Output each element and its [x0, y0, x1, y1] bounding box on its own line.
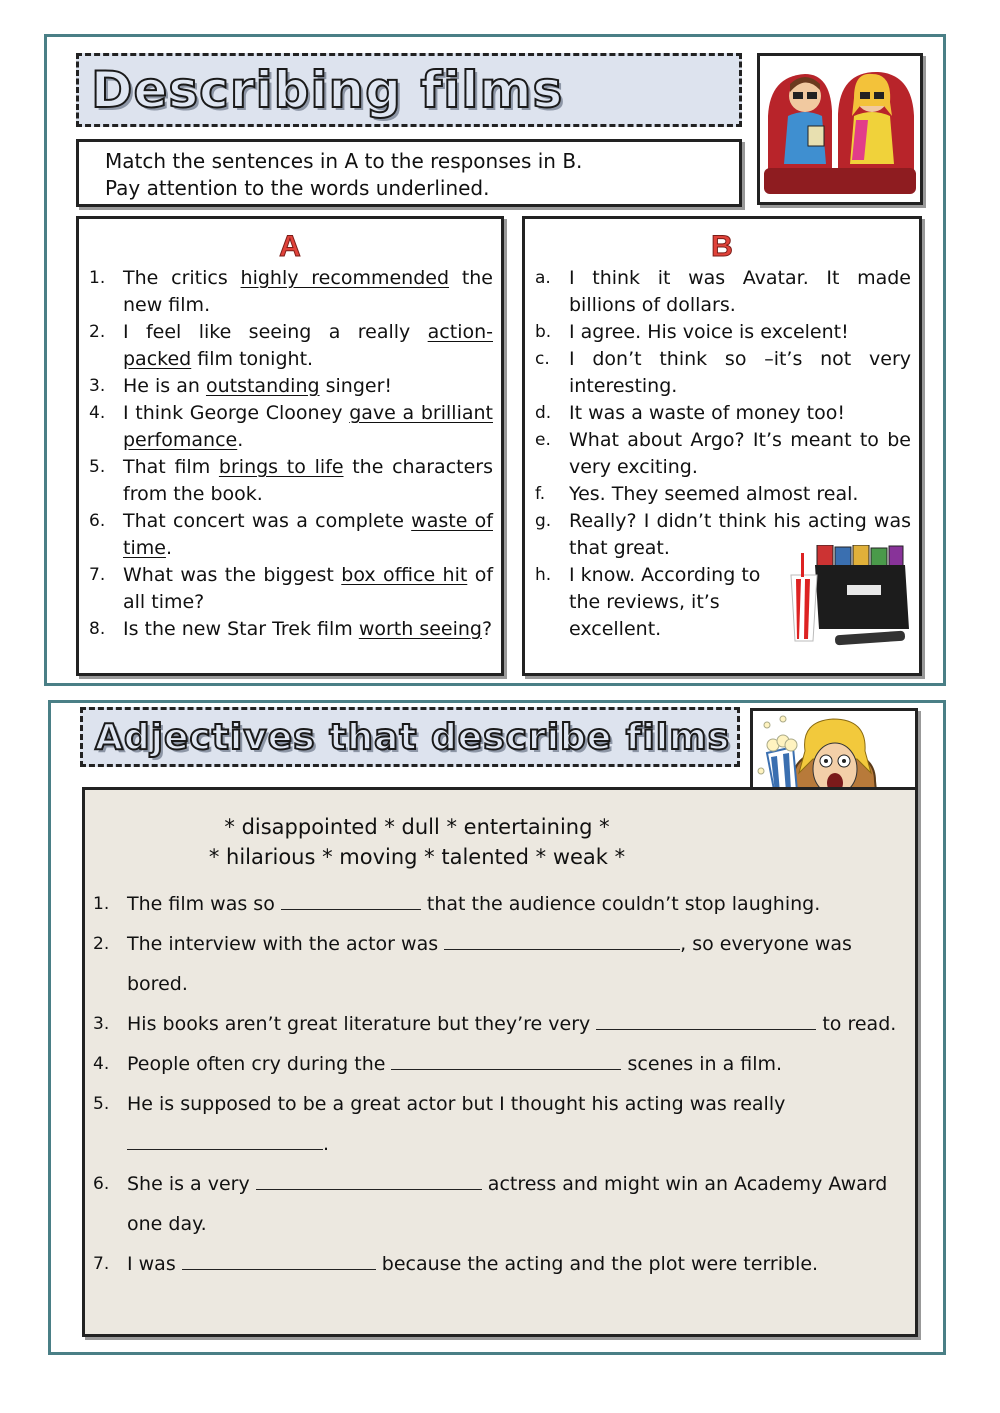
item-text: It was a waste of money too! [569, 402, 845, 424]
item-number: 7. [89, 565, 106, 585]
list-item [535, 346, 911, 400]
gap-item [93, 1084, 905, 1164]
item-text-part: . [237, 429, 244, 451]
item-text [127, 1084, 905, 1164]
item-number: 4. [89, 403, 106, 423]
list-item [535, 265, 911, 319]
movie-night-illustration [787, 545, 919, 653]
underlined-phrase: brings to life [218, 456, 344, 478]
item-text-part: , so everyone was bored. [127, 933, 852, 995]
list-item [89, 454, 493, 508]
item-letter: e. [535, 430, 551, 450]
item-text [127, 1164, 905, 1244]
item-text: I know. According to the reviews, it’s excellent. [569, 564, 761, 640]
item-text-part: I think George Clooney [123, 402, 350, 424]
item-text-part: . [323, 1133, 330, 1155]
gap-item [93, 1164, 905, 1244]
item-text [123, 562, 493, 616]
answer-blank[interactable] [596, 1008, 816, 1030]
gap-item [93, 1244, 905, 1284]
item-letter: c. [535, 349, 550, 369]
item-text: Yes. They seemed almost real. [569, 483, 859, 505]
cinema-couple-icon [760, 56, 920, 202]
column-a-list [79, 265, 501, 643]
gap-item [93, 924, 905, 1004]
item-text-part: ? [481, 618, 493, 640]
item-text-part: that the audience couldn’t stop laughing. [420, 893, 821, 915]
item-number: 1. [89, 268, 106, 288]
item-text [127, 1244, 905, 1284]
item-text-part: of all time? [123, 564, 494, 613]
list-item [89, 562, 493, 616]
item-text-part: That concert was a complete [123, 510, 412, 532]
item-number: 7. [93, 1254, 110, 1274]
item-letter: g. [535, 511, 552, 531]
item-text-part: What was the biggest [123, 564, 342, 586]
item-text [123, 319, 493, 373]
underlined-phrase: gave a brilliant perfomance [123, 402, 493, 451]
item-text-part: That film [123, 456, 219, 478]
word-bank [85, 812, 749, 872]
list-item [89, 508, 493, 562]
item-text: Really? I didn’t think his acting was that great. [569, 510, 911, 559]
column-b-box [522, 216, 922, 676]
item-text [127, 924, 905, 1004]
item-text [127, 884, 905, 924]
item-number: 6. [89, 511, 106, 531]
word-bank-line: * disappointed * dull * entertaining * [224, 815, 610, 839]
list-item [89, 373, 493, 400]
section-title: Describing films [91, 61, 564, 119]
item-text-part: . [165, 537, 172, 559]
item-text-part: the new film. [123, 267, 493, 316]
item-text [123, 616, 493, 643]
item-text-part: to read. [816, 1013, 897, 1035]
list-item [535, 481, 911, 508]
item-text-part: His books aren’t great literature but they’re very [127, 1013, 597, 1035]
item-text [123, 508, 493, 562]
item-text [123, 454, 493, 508]
item-text-part: I feel like seeing a really [123, 321, 428, 343]
underlined-phrase: outstanding [205, 375, 320, 397]
list-item [535, 562, 775, 643]
instruction-line: Match the sentences in A to the responses in B. [105, 149, 583, 173]
gap-fill-list [93, 884, 905, 1284]
item-number: 2. [93, 934, 110, 954]
answer-blank[interactable] [391, 1048, 621, 1070]
item-text-part: The critics [123, 267, 241, 289]
list-item [89, 265, 493, 319]
answer-blank[interactable] [256, 1168, 482, 1190]
item-number: 3. [89, 376, 106, 396]
gap-item [93, 1044, 905, 1084]
instruction-line: Pay attention to the words underlined. [105, 176, 490, 200]
item-text-part: scenes in a film. [621, 1053, 783, 1075]
item-text-part: He is supposed to be a great actor but I thought his acting was really [127, 1093, 786, 1115]
popcorn-dvd-icon [787, 545, 919, 653]
item-number: 5. [89, 457, 106, 477]
item-text [127, 1044, 905, 1084]
item-letter: f. [535, 484, 546, 504]
underlined-phrase: waste of time [123, 510, 493, 559]
item-text-part: She is a very [127, 1173, 256, 1195]
list-item [89, 400, 493, 454]
answer-blank[interactable] [182, 1248, 376, 1270]
item-text [123, 265, 493, 319]
list-item [89, 319, 493, 373]
column-a-box [76, 216, 504, 676]
item-number: 2. [89, 322, 106, 342]
item-text-part: film tonight. [191, 348, 314, 370]
column-b-heading: B [711, 230, 733, 263]
item-number: 4. [93, 1054, 110, 1074]
underlined-phrase: highly recommended [240, 267, 450, 289]
item-text: What about Argo? It’s meant to be very exciting. [569, 429, 911, 478]
item-letter: d. [535, 403, 552, 423]
item-number: 8. [89, 619, 106, 639]
gap-item [93, 1004, 905, 1044]
underlined-phrase: worth seeing [358, 618, 482, 640]
item-text [123, 400, 493, 454]
item-text [127, 1004, 905, 1044]
item-text-part: The interview with the actor was [127, 933, 445, 955]
item-text-part: singer! [319, 375, 392, 397]
item-text [123, 373, 493, 400]
instructions-box [76, 139, 742, 207]
list-item [89, 616, 493, 643]
gap-item [93, 884, 905, 924]
section-title-box [80, 707, 740, 767]
item-number: 3. [93, 1014, 110, 1034]
answer-blank[interactable] [444, 928, 680, 950]
item-letter: h. [535, 565, 552, 585]
cinema-couple-illustration [757, 53, 923, 205]
word-bank-line: * hilarious * moving * talented * weak * [208, 845, 626, 869]
fill-gap-exercise-box [82, 787, 918, 1337]
column-a-heading: A [279, 230, 301, 263]
list-item [535, 319, 911, 346]
item-text-part: because the acting and the plot were terrible. [375, 1253, 819, 1275]
item-text-part: Is the new Star Trek film [123, 618, 359, 640]
item-text: I agree. His voice is excelent! [569, 321, 849, 343]
list-item [535, 400, 911, 427]
list-item [535, 427, 911, 481]
section-title: Adjectives that describe films [95, 716, 731, 758]
item-text-part: He is an [123, 375, 206, 397]
item-text-part: The film was so [127, 893, 281, 915]
item-text: I think it was Avatar. It made billions of dollars. [569, 267, 911, 316]
item-number: 6. [93, 1174, 110, 1194]
item-number: 5. [93, 1094, 110, 1114]
item-text-part: actress and might win an Academy Award one day. [127, 1173, 888, 1235]
item-letter: b. [535, 322, 552, 342]
underlined-phrase: box office hit [341, 564, 468, 586]
section-title-box [76, 53, 742, 127]
item-text-part: the characters from the book. [123, 456, 493, 505]
answer-blank[interactable] [127, 1128, 323, 1150]
item-text-part: I was [127, 1253, 182, 1275]
answer-blank[interactable] [281, 888, 421, 910]
item-number: 1. [93, 894, 110, 914]
item-text: I don’t think so –it’s not very interesting. [569, 348, 911, 397]
item-letter: a. [535, 268, 551, 288]
item-text-part: People often cry during the [127, 1053, 392, 1075]
underlined-phrase: action-packed [123, 321, 493, 370]
